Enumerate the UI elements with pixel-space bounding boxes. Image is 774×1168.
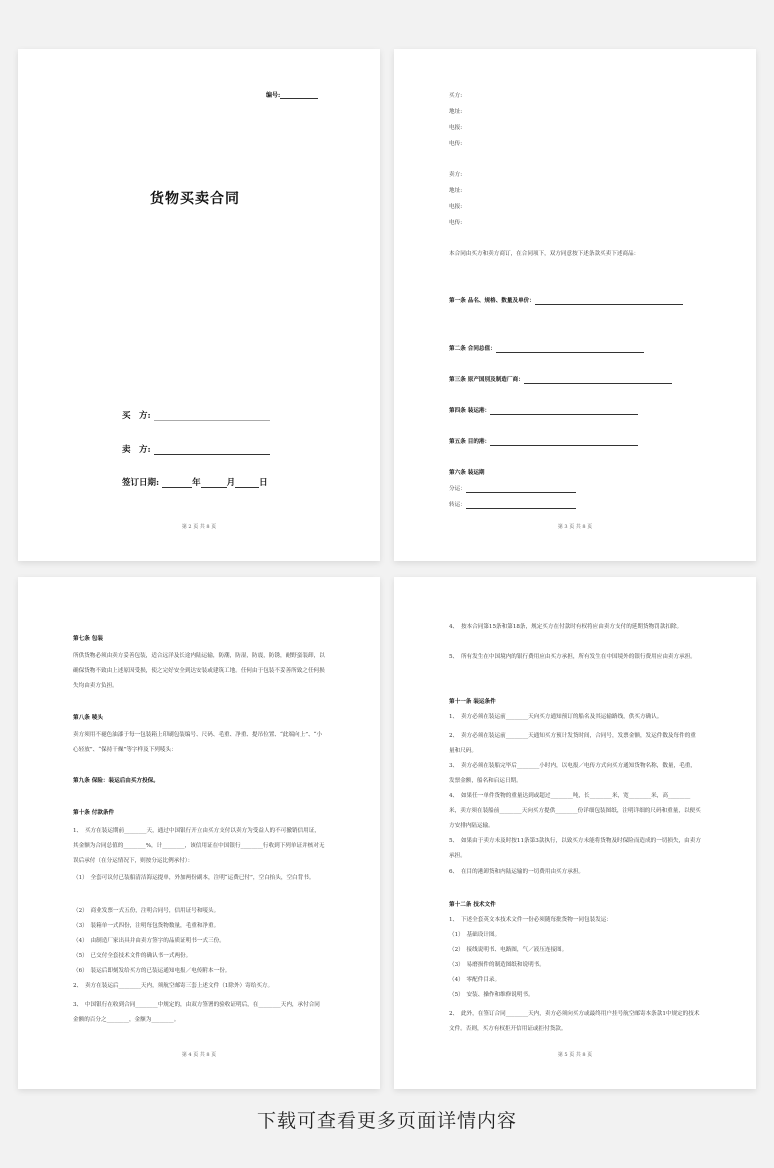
year-label: 年	[192, 478, 201, 488]
seller-telex: 电传:	[449, 220, 463, 226]
article-4-label: 第四条 装运港：	[449, 408, 491, 414]
article-3-blank	[524, 378, 672, 384]
article-1-label: 第一条 品名、规格、数量及单价：	[449, 298, 535, 304]
shipping-item: 5、 如果由于卖方未及时按11条第3款执行，以致买方未能将货物及时保险而造成的一切损失，由卖方承担。	[449, 838, 701, 859]
page-number: 第 5 页 共 8 页	[557, 1052, 593, 1058]
article-7-text: 所供货物必须由卖方妥善包装，适合远洋及长途内陆运输，防潮，防湿，防震，防锈，耐野蛮装卸，以确保货物不致由上述原因受损，使之完好安全到达安装或建筑工地。任何由于包装不妥善所致之任何损失均由卖方负担。	[73, 653, 325, 689]
payment-item: （3） 装箱单一式四份，注明每包货物数量，毛重和净重。	[73, 923, 220, 929]
transship-label: 转运：	[449, 502, 466, 508]
payment-item: 1、 买方在装运期前________天，通过中国银行开立由买方支付以卖方为受益人的不可撤销信用证，其金额为合同总值的________%，计________，该信用证在中国银行________行收到下列单证并核对无误后承付（在分运情况下，则按分运比例承付）：	[73, 828, 325, 864]
shipping-item: 2、 卖方必须在装运前________天通知买方预计发货时间，合同号，发票金额，发运件数及每件的重量和尺码。	[449, 733, 696, 754]
partial-label: 分运：	[449, 486, 466, 492]
day-blank	[235, 479, 259, 488]
seller-line: 卖方:	[449, 172, 463, 178]
year-blank	[162, 479, 192, 488]
payment-item: （2） 商业发票一式五份，注明合同号，信用证号和唛头。	[73, 908, 220, 914]
tech-doc-item: 2、 此外，在签订合同________天内，卖方必须向买方或最终用户挂号航空邮寄本条款1中规定的技术文件。否则，买方有权拒开信用证或拒付货款。	[449, 1011, 700, 1032]
article-5-blank	[490, 440, 638, 446]
contract-title: 货物买卖合同	[150, 191, 240, 207]
payment-item: （4） 由制造厂家出具并由卖方签字的品质证明书一式三份。	[73, 938, 225, 944]
page-number: 第 2 页 共 8 页	[181, 524, 217, 530]
tech-doc-item: 1、 下述全套英文本技术文件一份必须随每批货物一同包装发运：	[449, 917, 612, 923]
seller-address: 地址:	[449, 188, 463, 194]
tech-doc-item: （2） 接线说明书、电路图，气／液压连接图。	[449, 947, 568, 953]
serial-label: 编号:	[266, 92, 281, 99]
serial-number	[266, 92, 318, 99]
article-9: 第九条 保险：装运后由买方投保。	[73, 778, 159, 784]
buyer-line: 买方:	[449, 93, 463, 99]
month-label: 月	[226, 478, 236, 488]
payment-item: 2、 卖方在装运后________天内，须航空邮寄三套上述文件（1除外）寄给买方。	[73, 983, 274, 989]
shipping-item: 4、 如果任一单件货物的重量达到或超过________吨，长________米，宽________米，高________米，卖方须在装船前________天向买方提供________份详细包装图纸，注明详细的尺码和重量，以便买方安排内陆运输。	[449, 793, 701, 829]
partial-blank	[466, 487, 576, 493]
article-8-text: 卖方须用不褪色油漆于每一包装箱上印刷包装编号、尺码、毛重、净重、提吊位置、“此端向上”、“小心轻放”、“保持干燥”等字样及下列唛头：	[73, 732, 323, 753]
article-7-title: 第七条 包装	[73, 636, 103, 642]
page-5	[394, 577, 756, 1089]
intro-text: 本合同由买方和卖方商订，在合同项下，双方同意按下述条款买卖下述商品：	[449, 251, 640, 257]
article-4	[449, 408, 638, 415]
shipping-item: 6、 在目的港卸货和内陆运输的一切费用由买方承担。	[449, 869, 585, 875]
buyer-address: 地址:	[449, 109, 463, 115]
buyer-telex: 电传:	[449, 141, 463, 147]
payment-item: （5） 已交付全套技术文件的确认书一式两份。	[73, 953, 192, 959]
article-4-blank	[490, 409, 638, 415]
article-1	[449, 298, 683, 305]
article-2-label: 第二条 合同总值：	[449, 346, 496, 352]
payment-item: 3、 中国银行在收到合同________中规定的，由双方签署的验收证明后，在________天内，承付合同金额的百分之________，金额为________。	[73, 1002, 320, 1023]
tech-doc-item: （5） 安装、操作和维修说明书。	[449, 992, 534, 998]
buyer-label: 买 方:	[122, 411, 151, 421]
payment-item: （6） 装运后即刻发给买方的已装运通知电报／电传附本一份。	[73, 968, 231, 974]
tech-doc-item: （1） 基础设计图。	[449, 932, 501, 938]
shipping-item: 3、 卖方必须在装船完毕后________小时内，以电报／电传方式向买方通知货物名称，数量，毛重，发票金额，船名和启运日期。	[449, 763, 696, 784]
article-2-blank	[496, 347, 644, 353]
page-3	[394, 49, 756, 561]
page-4	[18, 577, 380, 1089]
seller-label: 卖 方:	[122, 445, 151, 455]
payment-item-4: 4、 按本合同第15条和第18条，规定买方在付款时有权将应由卖方支付的延期货物罚款扣除。	[449, 624, 683, 630]
payment-item: （1） 全套可议付已装船清洁海运提单，外加两份副本，注明“运费已付”，空白抬头，空白背书。	[73, 875, 315, 881]
article-6: 第六条 装运期	[449, 470, 485, 476]
page-number: 第 4 页 共 8 页	[181, 1052, 217, 1058]
serial-blank	[280, 93, 318, 99]
page-cover	[18, 49, 380, 561]
seller-signature	[122, 443, 270, 455]
page-number: 第 3 页 共 8 页	[557, 524, 593, 530]
transshipment	[449, 502, 576, 509]
payment-item-5: 5、 所有发生在中国境内的银行费用应由买方承担，所有发生在中国境外的银行费用应由卖方承担。	[449, 654, 696, 660]
article-2	[449, 346, 644, 353]
buyer-telegram: 电报:	[449, 125, 463, 131]
seller-blank	[154, 446, 270, 455]
buyer-blank	[154, 412, 270, 421]
article-5-label: 第五条 目的港：	[449, 439, 491, 445]
tech-doc-item: （3） 易磨损件的制造图纸和说明书。	[449, 962, 545, 968]
signing-date	[122, 476, 268, 488]
article-1-blank	[535, 299, 683, 305]
article-11-title: 第十一条 装运条件	[449, 699, 496, 705]
seller-telegram: 电报:	[449, 204, 463, 210]
tech-doc-item: （4） 零配件目录。	[449, 977, 501, 983]
article-10-title: 第十条 付款条件	[73, 810, 115, 816]
article-5	[449, 439, 638, 446]
article-3-label: 第三条 原产国别及制造厂商：	[449, 377, 524, 383]
partial-shipment	[449, 486, 576, 493]
article-3	[449, 377, 672, 384]
article-8-title: 第八条 唛头	[73, 715, 103, 721]
buyer-signature	[122, 409, 270, 421]
date-label: 签订日期:	[122, 478, 160, 488]
shipping-item: 1、 卖方必须在装运前________天向买方通知预订的船名及其运输路线，供买方确认。	[449, 714, 663, 720]
day-label: 日	[259, 478, 268, 488]
download-caption[interactable]: 下载可查看更多页面详情内容	[256, 1110, 517, 1132]
transship-blank	[466, 503, 576, 509]
month-blank	[201, 479, 227, 488]
article-12-title: 第十二条 技术文件	[449, 902, 496, 908]
